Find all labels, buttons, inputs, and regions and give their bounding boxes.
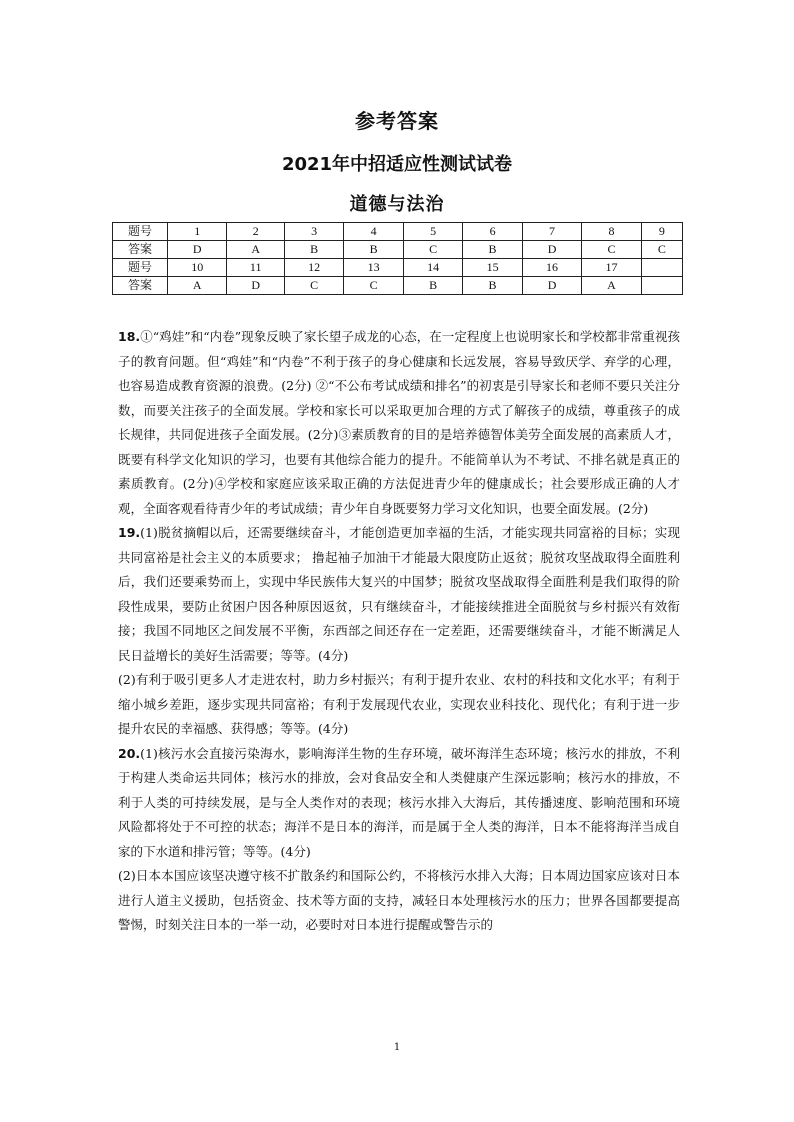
q19-answer-part1 xyxy=(118,521,680,668)
q20-answer-part2 xyxy=(118,864,680,938)
q20-part1-text: (1)核污水会直接污染海水，影响海洋生物的生存环境，破坏海洋生态环境；核污水的排放，不利于构建人类命运共同体；核污水的排放，会对食品安全和人类健康产生深远影响；核污水的排放，不利于人类的可持续发展，是与全人类作对的表现；核污水排入大海后，其传播速度、影响范围和环境风险都将处于不可控的状态；海洋不是日本的海洋，而是属于全人类的海洋，日本不能将海洋当成自家的下水道和排污管；等等。(4分) xyxy=(118,745,680,859)
answer-table-cell: C xyxy=(582,241,641,259)
answer-table-cell: 1 xyxy=(168,223,227,241)
answer-table-cell: 16 xyxy=(522,259,581,277)
q19-part1-text: (1)脱贫摘帽以后，还需要继续奋斗，才能创造更加幸福的生活，才能实现共同富裕的目标；实现共同富裕是社会主义的本质要求； 撸起袖子加油干才能最大限度防止返贫；脱贫攻坚战取得全面胜利后，我们还要乘势而上，实现中华民族伟大复兴的中国梦；脱贫攻坚战取得全面胜利是我们取得的阶段性成果，要防止贫困户因各种原因返贫，只有继续奋斗，才能接续推进全面脱贫与乡村振兴有效衔接；我国不同地区之间发展不平衡，东西部之间还存在一定差距，还需要继续奋斗，才能不断满足人民日益增长的美好生活需要；等等。(4分) xyxy=(118,525,680,663)
page-number: 1 xyxy=(393,1042,401,1053)
answer-table-cell: 12 xyxy=(284,259,343,277)
q18-answer xyxy=(118,325,680,521)
answer-table-cell xyxy=(641,277,682,295)
answer-table-cell: 2 xyxy=(227,223,284,241)
answer-table-header-cell: 答案 xyxy=(113,241,168,259)
answer-table-cell: B xyxy=(403,277,462,295)
answer-table-cell: C xyxy=(344,277,403,295)
q19-part2-text: (2)有利于吸引更多人才走进农村，助力乡村振兴；有利于提升农业、农村的科技和文化水平；有利于缩小城乡差距，逐步实现共同富裕；有利于发展现代农业，实现农业科技化、现代化；有利于进一步提升农民的幸福感、获得感；等等。(4分) xyxy=(118,672,680,736)
answer-table-row xyxy=(113,241,683,259)
answer-table-cell: C xyxy=(403,241,462,259)
answer-table-header-cell: 题号 xyxy=(113,223,168,241)
answer-table-cell: D xyxy=(522,241,581,259)
answer-table-cell: 9 xyxy=(641,223,682,241)
answer-table-cell: 14 xyxy=(403,259,462,277)
answer-table-cell: A xyxy=(582,277,641,295)
answer-table-cell: 5 xyxy=(403,223,462,241)
subject-title: 道德与法治 xyxy=(349,194,445,215)
answer-table-cell: D xyxy=(168,241,227,259)
answer-table-cell: 10 xyxy=(168,259,227,277)
answer-table-row xyxy=(113,277,683,295)
answer-table-cell: 11 xyxy=(227,259,284,277)
q20-part2-text: (2)日本本国应该坚决遵守核不扩散条约和国际公约，不将核污水排入大海；日本周边国家应该对日本进行人道主义援助，包括资金、技术等方面的支持，减轻日本处理核污水的压力；世界各国都要提高警惕，时刻关注日本的一举一动，必要时对日本进行提醒或警告示的 xyxy=(118,868,680,932)
answer-table-cell: 6 xyxy=(463,223,522,241)
answer-table-cell: 13 xyxy=(344,259,403,277)
answer-table-header-cell: 题号 xyxy=(113,259,168,277)
answer-table-cell: 8 xyxy=(582,223,641,241)
answer-body xyxy=(118,325,680,938)
q19-answer-part2 xyxy=(118,668,680,742)
answer-table-row xyxy=(113,259,683,277)
q18-number: 18. xyxy=(118,329,141,344)
exam-subtitle: 2021年中招适应性测试试卷 xyxy=(281,154,513,175)
q20-answer-part1 xyxy=(118,742,680,865)
answer-table-cell xyxy=(641,259,682,277)
answer-table-cell: A xyxy=(168,277,227,295)
answer-table-header-cell: 答案 xyxy=(113,277,168,295)
q18-text: ①“鸡娃”和“内卷”现象反映了家长望子成龙的心态，在一定程度上也说明家长和学校都非常重视孩子的教育问题。但“鸡娃”和“内卷”不利于孩子的身心健康和长远发展，容易导致厌学、弃学的心理，也容易造成教育资源的浪费。(2分) ②“不公布考试成绩和排名”的初衷是引导家长和老师不要只关注分数，而要关注孩子的全面发展。学校和家长可以采取更加合理的方式了解孩子的成绩，尊重孩子的成长规律，共同促进孩子全面发展。(2分)③素质教育的目的是培养德智体美劳全面发展的高素质人才，既要有科学文化知识的学习，也要有其他综合能力的提升。不能简单认为不考试、不排名就是真正的素质教育。(2分)④学校和家庭应该采取正确的方法促进青少年的健康成长；社会要形成正确的人才观，全面客观看待青少年的考试成绩；青少年自身既要努力学习文化知识，也要全面发展。(2分) xyxy=(118,329,680,516)
answer-table-cell: 4 xyxy=(344,223,403,241)
page-title: 参考答案 xyxy=(355,109,439,133)
answer-table-cell: C xyxy=(641,241,682,259)
answer-table-cell: 3 xyxy=(284,223,343,241)
answer-table-cell: 15 xyxy=(463,259,522,277)
answer-table-cell: B xyxy=(463,277,522,295)
answer-table-cell: B xyxy=(344,241,403,259)
answer-table-cell: D xyxy=(227,277,284,295)
answer-table-cell: A xyxy=(227,241,284,259)
q19-number: 19. xyxy=(118,525,141,540)
answer-table-cell: B xyxy=(463,241,522,259)
answer-table-cell: B xyxy=(284,241,343,259)
answer-table-cell: 17 xyxy=(582,259,641,277)
answer-table xyxy=(112,222,683,295)
answer-table-cell: C xyxy=(284,277,343,295)
answer-table-cell: D xyxy=(522,277,581,295)
q20-number: 20. xyxy=(118,745,141,761)
answer-table-cell: 7 xyxy=(522,223,581,241)
answer-table-row xyxy=(113,223,683,241)
